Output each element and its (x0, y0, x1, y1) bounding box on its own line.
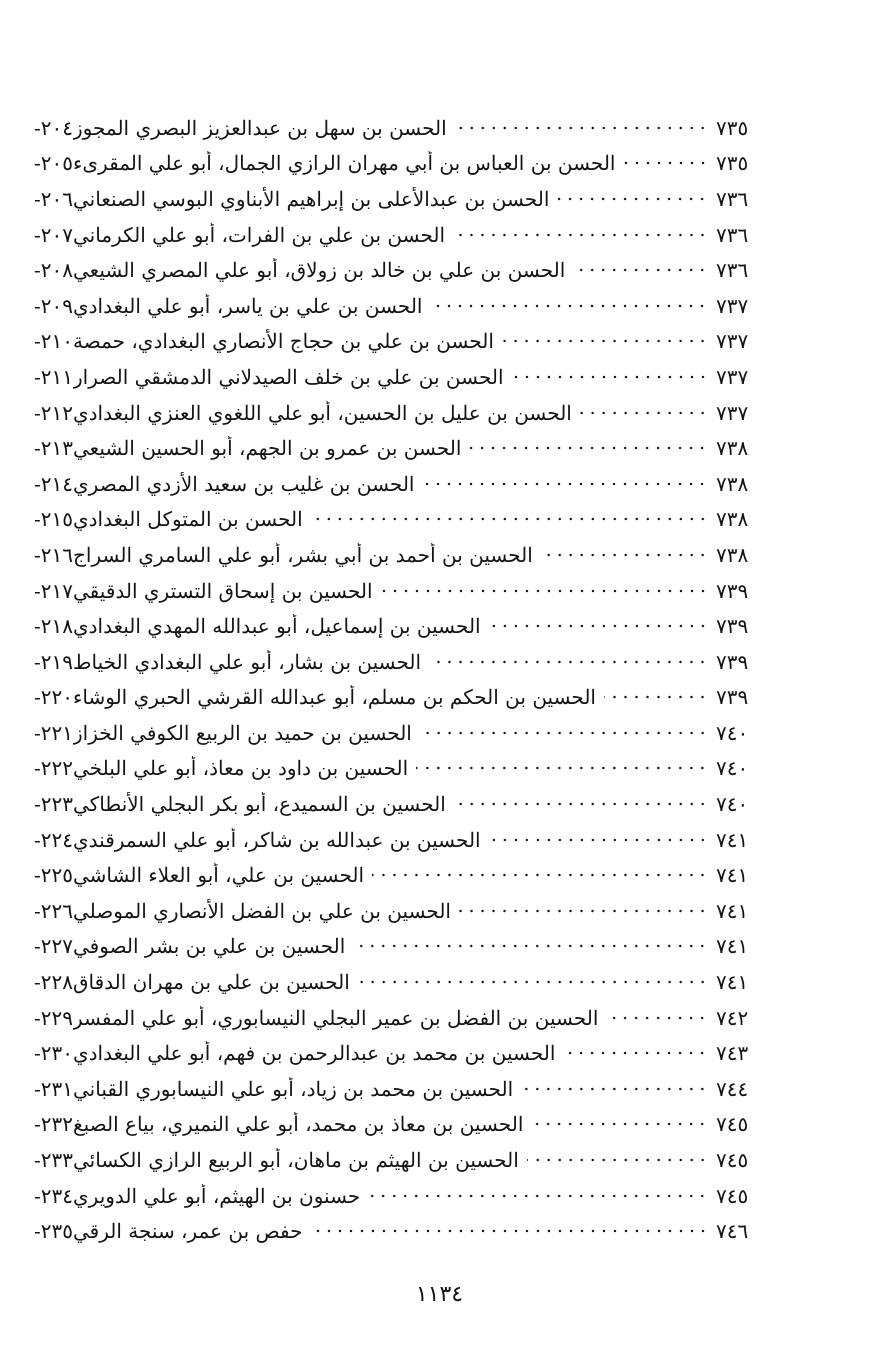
entry-title: الحسين بن علي بن بشر الصوفي (73, 934, 346, 959)
entry-number: ٢٣٤- (34, 1183, 73, 1208)
entry-page-number: ٧٣٧ (716, 293, 749, 318)
dot-leader (453, 225, 708, 245)
entry-title: الحسين بن محمد بن عبدالرحمن بن فهم، أبو علي البغدادي (73, 1041, 556, 1066)
entry-number: ٢١٠- (34, 329, 73, 354)
toc-entry (30, 1178, 770, 1214)
dot-leader (541, 545, 708, 565)
entry-title: الحسين بن علي بن مهران الدقاق (73, 970, 350, 995)
toc-entry (30, 644, 770, 680)
entry-page-number: ٧٣٥ (716, 151, 749, 176)
toc-entry (30, 608, 770, 644)
entry-title: الحسن بن المتوكل البغدادي (73, 507, 303, 532)
entry-number: ٢١١- (34, 364, 73, 389)
entry-title: الحسين بن محمد بن زياد، أبو علي النيسابوري القباني (73, 1076, 514, 1101)
toc-entry (30, 288, 770, 324)
entry-title: الحسين بن معاذ بن محمد، أبو علي النميري، بياع الصبغ (73, 1112, 524, 1137)
dot-leader (527, 1150, 708, 1170)
entry-page-number: ٧٤٥ (716, 1112, 749, 1137)
toc-entry (30, 466, 770, 502)
entry-number: ٢١٣- (34, 436, 73, 461)
dot-leader (358, 972, 708, 992)
entry-number: ٢٢٩- (34, 1005, 73, 1030)
toc-entry (30, 964, 770, 1000)
dot-leader (557, 189, 708, 209)
entry-number: ٢٢٤- (34, 827, 73, 852)
dot-leader (353, 936, 708, 956)
entry-page-number: ٧٤٥ (716, 1183, 749, 1208)
entry-title: الحسين بن أحمد بن أبي بشر، أبو علي السامري السراج (73, 542, 533, 567)
entry-page-number: ٧٤٠ (716, 792, 749, 817)
toc-entry (30, 395, 770, 431)
dot-leader (606, 1008, 708, 1028)
entry-page-number: ٧٣٩ (716, 685, 749, 710)
dot-leader (624, 153, 709, 173)
page-number: ١١٣٤ (415, 1282, 464, 1307)
entry-page-number: ٧٤١ (716, 970, 749, 995)
entry-title: الحسين بن علي بن الفضل الأنصاري الموصلي (73, 898, 451, 923)
entry-title: الحسين بن الفضل بن عمير البجلي النيسابوري، أبو علي المفسر (73, 1005, 599, 1030)
toc-entry (30, 1213, 770, 1249)
entry-title: الحسن بن عليل بن الحسين، أبو علي اللغوي العنزي البغدادي (73, 400, 572, 425)
toc-entry (30, 822, 770, 858)
entry-page-number: ٧٣٩ (716, 614, 749, 639)
entry-title: الحسن بن علي بن خالد بن زولاق، أبو علي المصري الشيعي (73, 258, 566, 283)
entry-page-number: ٧٤١ (716, 827, 749, 852)
entry-page-number: ٧٣٩ (716, 578, 749, 603)
entry-page-number: ٧٣٨ (716, 471, 749, 496)
entry-page-number: ٧٤١ (716, 863, 749, 888)
entry-title: الحسين بن داود بن معاذ، أبو علي البلخي (73, 756, 409, 781)
entry-title: الحسن بن عمرو بن الجهم، أبو الحسين الشيعي (73, 436, 462, 461)
toc-entry (30, 680, 770, 716)
dot-leader (469, 438, 708, 458)
dot-leader (563, 1043, 708, 1063)
entry-number: ٢٣١- (34, 1076, 73, 1101)
entry-page-number: ٧٤٠ (716, 720, 749, 745)
entry-number: ٢٠٦- (34, 186, 73, 211)
entry-page-number: ٧٤٥ (716, 1148, 749, 1173)
entry-number: ٢٣٠- (34, 1041, 73, 1066)
toc-entry (30, 537, 770, 573)
toc-entry (30, 573, 770, 609)
entry-title: حسنون بن الهيثم، أبو علي الدويري (73, 1183, 361, 1208)
entry-number: ٢٢٦- (34, 898, 73, 923)
entry-title: الحسن بن علي بن الفرات، أبو علي الكرماني (73, 222, 446, 247)
entry-page-number: ٧٣٧ (716, 400, 749, 425)
toc-entry (30, 110, 770, 146)
entry-number: ٢٠٧- (34, 222, 73, 247)
entry-number: ٢١٨- (34, 614, 73, 639)
toc-entry (30, 929, 770, 965)
entry-number: ٢٠٨- (34, 258, 73, 283)
dot-leader (502, 331, 708, 351)
toc-entry (30, 502, 770, 538)
entry-page-number: ٧٤١ (716, 934, 749, 959)
entry-number: ٢٠٩- (34, 293, 73, 318)
entry-title: الحسين بن حميد بن الربيع الكوفي الخزاز (73, 720, 412, 745)
entry-number: ٢٢٣- (34, 792, 73, 817)
entry-page-number: ٧٤١ (716, 898, 749, 923)
dot-leader (573, 260, 708, 280)
entry-number: ٢١٢- (34, 400, 73, 425)
dot-leader (604, 687, 708, 707)
entry-title: الحسين بن إسماعيل، أبو عبدالله المهدي البغدادي (73, 614, 481, 639)
entry-number: ٢٢٢- (34, 756, 73, 781)
entry-page-number: ٧٣٦ (716, 186, 749, 211)
dot-leader (580, 403, 708, 423)
entry-title: حفص بن عمر، سنجة الرقي (73, 1219, 303, 1244)
entry-title: الحسن بن سهل بن عبدالعزيز البصري المجوز (73, 115, 447, 140)
dot-leader (429, 652, 708, 672)
entry-page-number: ٧٣٩ (716, 649, 749, 674)
toc-entry (30, 751, 770, 787)
entry-title: الحسين بن علي، أبو العلاء الشاشي (73, 863, 365, 888)
entry-number: ٢٢٠- (34, 685, 73, 710)
entry-page-number: ٧٣٨ (716, 436, 749, 461)
toc-entry (30, 430, 770, 466)
entry-number: ٢٢٥- (34, 863, 73, 888)
dot-leader (459, 901, 708, 921)
entry-number: ٢١٩- (34, 649, 73, 674)
dot-leader (381, 581, 708, 601)
entry-title: الحسين بن بشار، أبو علي البغدادي الخياط (73, 649, 422, 674)
dot-leader (311, 509, 708, 529)
toc-entry (30, 1071, 770, 1107)
dot-leader (512, 367, 708, 387)
toc-entry (30, 1107, 770, 1143)
toc-entry (30, 324, 770, 360)
entry-title: الحسين بن عبدالله بن شاكر، أبو علي السمرقندي (73, 827, 481, 852)
entry-page-number: ٧٣٨ (716, 507, 749, 532)
entry-title: الحسن بن العباس بن أبي مهران الرازي الجمال، أبو علي المقرىء (73, 151, 616, 176)
dot-leader (311, 1221, 708, 1241)
entry-number: ٢٢٧- (34, 934, 73, 959)
entry-number: ٢١٥- (34, 507, 73, 532)
entry-title: الحسين بن الحكم بن مسلم، أبو عبدالله القرشي الحبري الوشاء (73, 685, 596, 710)
entry-title: الحسن بن عبدالأعلى بن إبراهيم الأبناوي البوسي الصنعاني (73, 186, 550, 211)
dot-leader (455, 118, 708, 138)
entry-title: الحسن بن علي بن حجاج الأنصاري البغدادي، حمصة (73, 329, 494, 354)
entry-number: ٢٠٥- (34, 151, 73, 176)
toc-entry (30, 1142, 770, 1178)
toc-entry (30, 1035, 770, 1071)
dot-leader (489, 830, 708, 850)
entry-page-number: ٧٣٧ (716, 329, 749, 354)
entry-page-number: ٧٤٦ (716, 1219, 749, 1244)
entry-number: ٢٣٥- (34, 1219, 73, 1244)
dot-leader (422, 474, 708, 494)
table-of-contents (30, 110, 770, 1249)
entry-title: الحسين بن الهيثم بن ماهان، أبو الربيع الرازي الكسائي (73, 1148, 519, 1173)
dot-leader (521, 1079, 708, 1099)
entry-number: ٢١٦- (34, 542, 73, 567)
entry-page-number: ٧٤٠ (716, 756, 749, 781)
entry-number: ٢٣٢- (34, 1112, 73, 1137)
entry-number: ٢٢١- (34, 720, 73, 745)
entry-page-number: ٧٣٧ (716, 364, 749, 389)
entry-number: ٢٣٣- (34, 1148, 73, 1173)
entry-page-number: ٧٣٥ (716, 115, 749, 140)
entry-page-number: ٧٤٣ (716, 1041, 749, 1066)
dot-leader (531, 1114, 708, 1134)
entry-number: ٢٠٤- (34, 115, 73, 140)
entry-page-number: ٧٤٢ (716, 1005, 749, 1030)
dot-leader (430, 296, 708, 316)
dot-leader (368, 1186, 708, 1206)
toc-entry (30, 146, 770, 182)
toc-entry (30, 715, 770, 751)
toc-entry (30, 217, 770, 253)
toc-entry (30, 786, 770, 822)
dot-leader (454, 794, 708, 814)
dot-leader (489, 616, 708, 636)
toc-entry (30, 893, 770, 929)
entry-title: الحسن بن غليب بن سعيد الأزدي المصري (73, 471, 415, 496)
entry-title: الحسين بن إسحاق التستري الدقيقي (73, 578, 373, 603)
entry-title: الحسين بن السميدع، أبو بكر البجلي الأنطاكي (73, 792, 446, 817)
dot-leader (420, 723, 708, 743)
toc-entry (30, 359, 770, 395)
entry-page-number: ٧٣٨ (716, 542, 749, 567)
entry-title: الحسن بن علي بن خلف الصيدلاني الدمشقي الصرار (73, 364, 504, 389)
entry-number: ٢١٧- (34, 578, 73, 603)
entry-title: الحسن بن علي بن ياسر، أبو علي البغدادي (73, 293, 423, 318)
entry-page-number: ٧٣٦ (716, 258, 749, 283)
dot-leader (372, 865, 708, 885)
entry-number: ٢٢٨- (34, 970, 73, 995)
entry-page-number: ٧٤٤ (716, 1076, 749, 1101)
entry-page-number: ٧٣٦ (716, 222, 749, 247)
toc-entry (30, 857, 770, 893)
entry-number: ٢١٤- (34, 471, 73, 496)
toc-entry (30, 1000, 770, 1036)
dot-leader (416, 758, 708, 778)
toc-entry (30, 252, 770, 288)
toc-entry (30, 181, 770, 217)
